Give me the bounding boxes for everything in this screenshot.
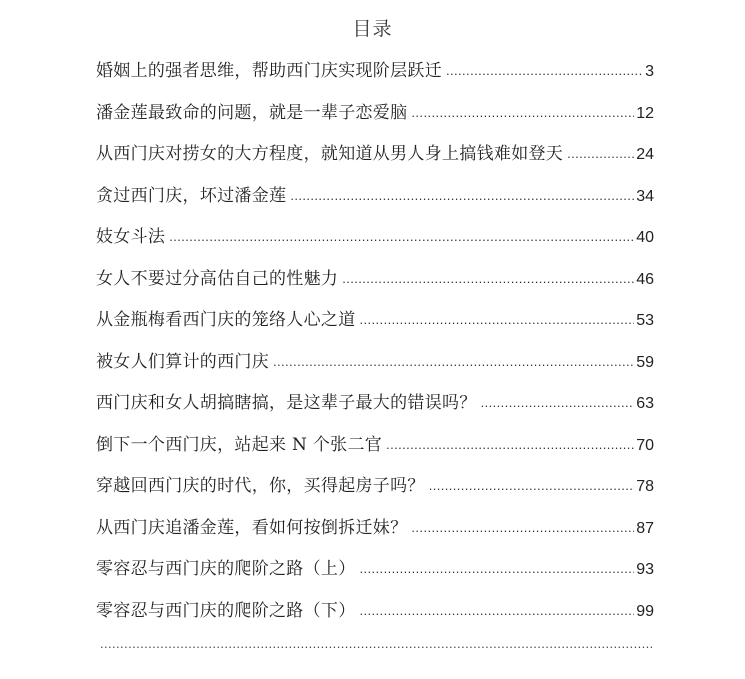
toc-entry[interactable] bbox=[96, 347, 654, 389]
toc-entry-page-number: 34 bbox=[636, 187, 654, 205]
toc-entry-page-number: 70 bbox=[636, 436, 654, 454]
toc-entry-label: 零容忍与西门庆的爬阶之路（下） bbox=[96, 600, 356, 621]
dot-leader bbox=[411, 105, 634, 120]
dot-leader bbox=[360, 312, 635, 327]
toc-entry[interactable] bbox=[96, 264, 654, 306]
toc-entry[interactable] bbox=[96, 554, 654, 596]
dot-leader bbox=[481, 395, 635, 410]
toc-entry-page-number: 46 bbox=[636, 270, 654, 288]
toc-entry-page-number: 93 bbox=[636, 561, 654, 578]
toc-entry-page-number: 53 bbox=[636, 312, 654, 329]
toc-entry-page-number: 12 bbox=[636, 104, 654, 122]
toc-title: 目录 bbox=[352, 18, 393, 40]
dot-leader bbox=[429, 478, 635, 493]
table-of-contents bbox=[96, 56, 654, 679]
dot-leader bbox=[386, 437, 634, 452]
toc-entry[interactable] bbox=[96, 139, 654, 181]
toc-entry-label: 女人不要过分高估自己的性魅力 bbox=[96, 268, 339, 289]
toc-entry[interactable] bbox=[96, 388, 654, 430]
toc-entry[interactable] bbox=[96, 305, 654, 347]
dot-leader bbox=[446, 63, 643, 78]
toc-entry-label: 西门庆和女人胡搞瞎搞，是这辈子最大的错误吗？ bbox=[96, 393, 477, 413]
toc-entry-label: 穿越回西门庆的时代，你，买得起房子吗？ bbox=[96, 476, 425, 496]
toc-entry-label: 从西门庆对捞女的大方程度，就知道从男人身上搞钱难如登天 bbox=[96, 144, 564, 164]
toc-entry-label: 潘金莲最致命的问题，就是一辈子恋爱脑 bbox=[96, 102, 408, 123]
toc-entry-label: 婚姻上的强者思维，帮助西门庆实现阶层跃迁 bbox=[96, 61, 442, 81]
toc-entry-page-number: 78 bbox=[636, 478, 654, 495]
toc-entry-label: 倒下一个西门庆，站起来 N 个张二官 bbox=[96, 434, 383, 455]
toc-entry-clipped bbox=[96, 637, 654, 679]
toc-entry[interactable] bbox=[96, 430, 654, 472]
toc-entry[interactable] bbox=[96, 222, 654, 264]
toc-entry-label: 从金瓶梅看西门庆的笼络人心之道 bbox=[96, 310, 356, 330]
toc-entry-page-number: 99 bbox=[636, 602, 654, 620]
toc-entry-label: 贪过西门庆，坏过潘金莲 bbox=[96, 185, 287, 206]
dot-leader bbox=[100, 636, 652, 651]
dot-leader bbox=[169, 229, 634, 244]
toc-entry[interactable] bbox=[96, 513, 654, 555]
dot-leader bbox=[290, 188, 634, 203]
dot-leader bbox=[411, 520, 634, 535]
dot-leader bbox=[273, 354, 634, 369]
toc-entry[interactable] bbox=[96, 596, 654, 638]
toc-entry[interactable] bbox=[96, 56, 654, 98]
toc-entry-label: 从西门庆追潘金莲，看如何按倒拆迁妹？ bbox=[96, 517, 408, 538]
toc-entry-label: 被女人们算计的西门庆 bbox=[96, 351, 269, 372]
toc-entry-page-number: 3 bbox=[645, 63, 654, 80]
toc-entry-page-number: 63 bbox=[636, 395, 654, 412]
dot-leader bbox=[567, 146, 634, 161]
toc-entry-page-number: 59 bbox=[636, 353, 654, 371]
toc-entry[interactable] bbox=[96, 471, 654, 513]
toc-entry[interactable] bbox=[96, 98, 654, 140]
dot-leader bbox=[360, 561, 635, 576]
toc-entry-page-number: 87 bbox=[636, 519, 654, 537]
toc-entry-page-number: 24 bbox=[636, 146, 654, 163]
dot-leader bbox=[342, 271, 634, 286]
dot-leader bbox=[360, 603, 635, 618]
toc-entry-page-number: 40 bbox=[636, 229, 654, 246]
toc-entry[interactable] bbox=[96, 181, 654, 223]
toc-entry-label: 零容忍与西门庆的爬阶之路（上） bbox=[96, 559, 356, 579]
toc-entry-label: 妓女斗法 bbox=[96, 227, 166, 247]
